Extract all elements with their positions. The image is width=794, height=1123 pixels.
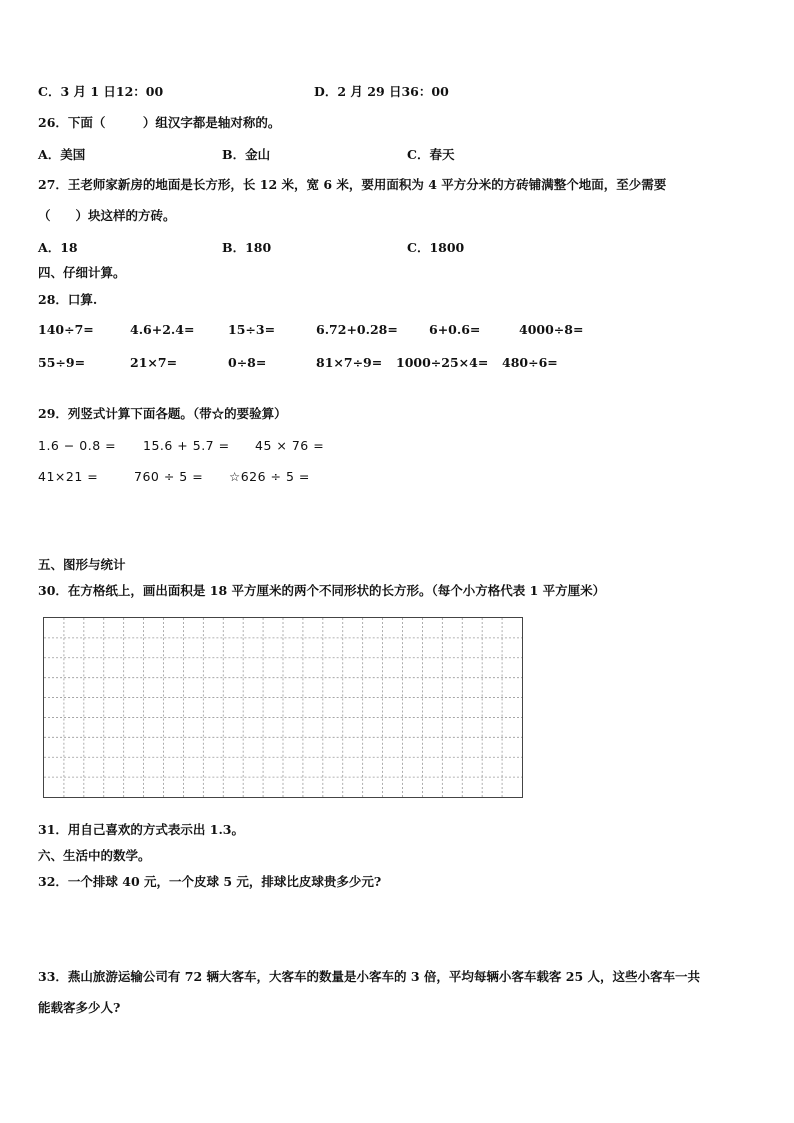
q27-option-a: A．18 (38, 240, 78, 255)
q29-r1-c2: 15.6 + 5.7 = (143, 438, 230, 453)
q28-r2-c2: 21×7= (130, 355, 178, 370)
q25-option-d: D．2 月 29 日36：00 (314, 84, 449, 99)
q28-r1-c5: 6+0.6= (429, 322, 481, 337)
q28-r2-c1: 55÷9= (38, 355, 86, 370)
q29-r2-c3: ☆626 ÷ 5 = (229, 469, 310, 484)
q27-stem-line1: 27．王老师家新房的地面是长方形，长 12 米，宽 6 米，要用面积为 4 平方分米的方砖铺满整个地面，至少需要 (38, 177, 667, 192)
q28-r2-c3: 0÷8= (228, 355, 267, 370)
square-grid-paper[interactable] (43, 617, 523, 798)
q27-option-c: C．1800 (407, 240, 465, 255)
q29-r2-c1: 41×21 = (38, 469, 99, 484)
section-title-4: 四、仔细计算。 (38, 265, 126, 280)
section-title-5: 五、图形与统计 (38, 557, 126, 572)
q30-stem: 30．在方格纸上，画出面积是 18 平方厘米的两个不同形状的长方形。（每个小方格代表 1 平方厘米） (38, 583, 606, 598)
q25-option-c: C．3 月 1 日12：00 (38, 84, 164, 99)
q29-r1-c3: 45 × 76 = (255, 438, 325, 453)
q28-r1-c3: 15÷3= (228, 322, 276, 337)
q29-r1-c1: 1.6 − 0.8 = (38, 438, 117, 453)
q33-stem-line2: 能载客多少人? (38, 1000, 121, 1015)
q28-r1-c6: 4000÷8= (519, 322, 584, 337)
q26-option-b: B．金山 (222, 147, 271, 162)
q28-r1-c1: 140÷7= (38, 322, 94, 337)
q32-stem: 32．一个排球 40 元，一个皮球 5 元，排球比皮球贵多少元? (38, 874, 382, 889)
q27-stem-line2: （ ）块这样的方砖。 (38, 208, 176, 223)
q28-r2-c5: 1000÷25×4= (396, 355, 489, 370)
q28-r2-c4: 81×7÷9= (316, 355, 383, 370)
q28-r1-c4: 6.72+0.28= (316, 322, 398, 337)
q29-r2-c2: 760 ÷ 5 = (134, 469, 204, 484)
grid-lines (44, 618, 522, 797)
q28-r2-c6: 480÷6= (502, 355, 558, 370)
q26-stem: 26．下面（ ）组汉字都是轴对称的。 (38, 115, 281, 130)
q27-option-b: B．180 (222, 240, 272, 255)
q31-stem: 31．用自己喜欢的方式表示出 1.3。 (38, 822, 244, 837)
q28-r1-c2: 4.6+2.4= (130, 322, 195, 337)
q33-stem-line1: 33．燕山旅游运输公司有 72 辆大客车，大客车的数量是小客车的 3 倍，平均每辆小客车载客 25 人，这些小客车一共 (38, 969, 700, 984)
q29-stem: 29．列竖式计算下面各题。（带☆的要验算） (38, 406, 287, 421)
q26-option-c: C．春天 (407, 147, 455, 162)
section-title-6: 六、生活中的数学。 (38, 848, 151, 863)
q26-option-a: A．美国 (38, 147, 86, 162)
q28-stem: 28．口算. (38, 292, 98, 307)
